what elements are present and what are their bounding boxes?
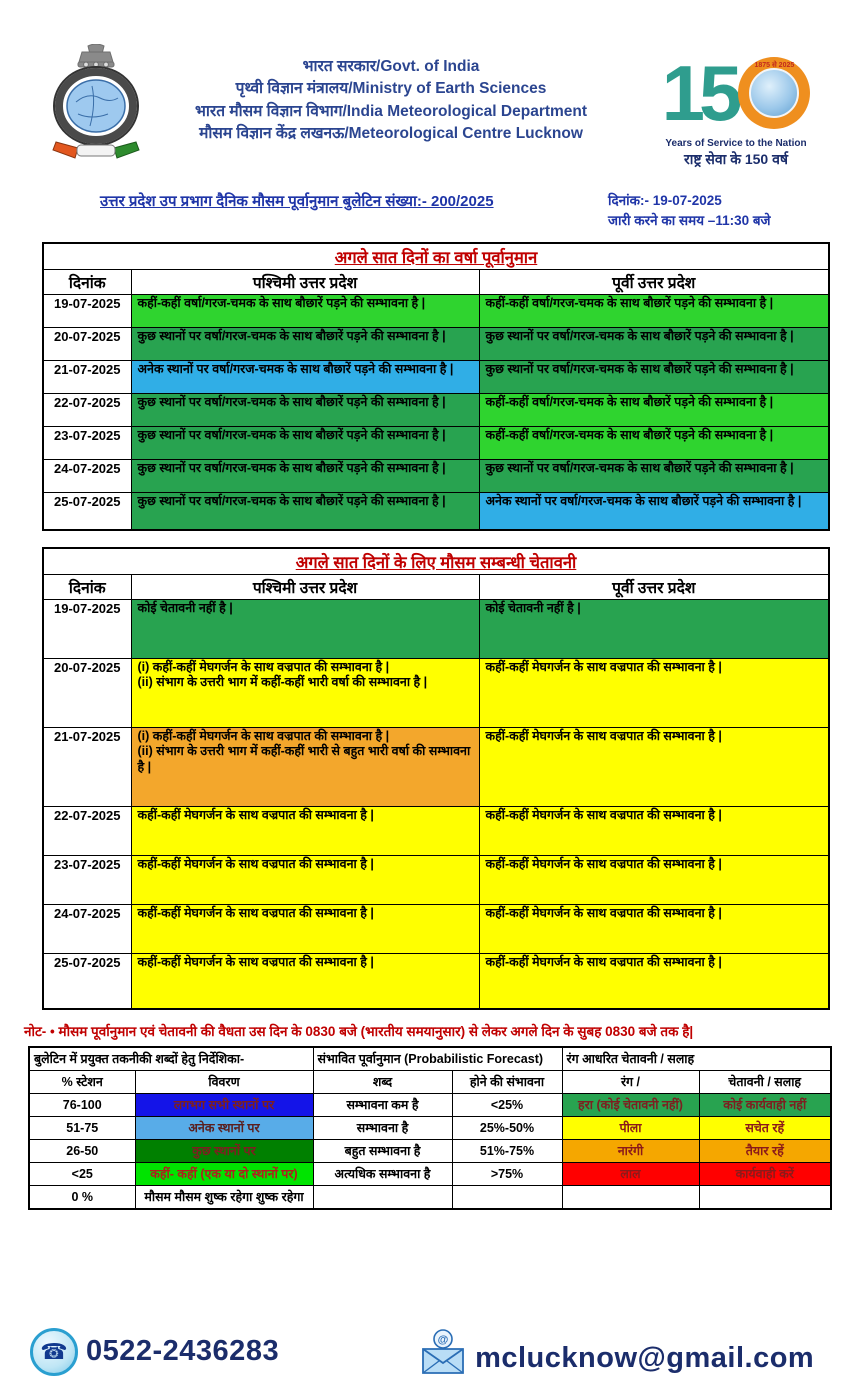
col-header-west-up: पश्चिमी उत्तर प्रदेश <box>131 269 479 294</box>
legend-desc: अनेक स्थानों पर <box>135 1116 313 1139</box>
weather-warning-table <box>42 547 830 1010</box>
warning-date: 21-07-2025 <box>43 727 131 806</box>
legend-col-word: शब्द <box>313 1070 452 1093</box>
warning-text: कोई चेतावनी नहीं है | <box>137 600 233 615</box>
phone-number: 0522-2436283 <box>86 1335 280 1367</box>
warning-text: कहीं-कहीं मेघगर्जन के साथ वज्रपात की सम्भावना है | <box>137 856 374 871</box>
warning-text: कहीं-कहीं मेघगर्जन के साथ वज्रपात की सम्भावना है | <box>485 905 722 920</box>
table-row <box>43 459 829 492</box>
centre-line: मौसम विज्ञान केंद्र लखनऊ/Meteorological Centre Lucknow <box>199 125 583 143</box>
forecast-date: 21-07-2025 <box>43 360 131 393</box>
legend-advice <box>699 1185 831 1209</box>
warning-text: कहीं-कहीं मेघगर्जन के साथ वज्रपात की सम्भावना है | <box>137 905 374 920</box>
legend-colour: पीला <box>562 1116 699 1139</box>
table-row <box>43 492 829 530</box>
forecast-east-cell: कुछ स्थानों पर वर्षा/गरज-चमक के साथ बौछारें पड़ने की सम्भावना है | <box>479 459 829 492</box>
phone-contact <box>30 1328 279 1376</box>
warning-text: कहीं-कहीं मेघगर्जन के साथ वज्रपात की सम्भावना है | <box>137 807 374 822</box>
forecast-date: 20-07-2025 <box>43 327 131 360</box>
table-row <box>43 599 829 658</box>
legend-colour: नारंगी <box>562 1139 699 1162</box>
forecast-east-cell: कुछ स्थानों पर वर्षा/गरज-चमक के साथ बौछारें पड़ने की सम्भावना है | <box>479 327 829 360</box>
bulletin-date-block <box>608 191 826 232</box>
legend-prob: 25%-50% <box>452 1116 562 1139</box>
legend-word <box>313 1185 452 1209</box>
legend-advice: कोई कार्यवाही नहीं <box>699 1093 831 1116</box>
forecast-west-cell: कुछ स्थानों पर वर्षा/गरज-चमक के साथ बौछारें पड़ने की सम्भावना है | <box>131 459 479 492</box>
warning-west-cell <box>131 806 479 855</box>
forecast-east-cell: कुछ स्थानों पर वर्षा/गरज-चमक के साथ बौछारें पड़ने की सम्भावना है | <box>479 360 829 393</box>
forecast-date: 23-07-2025 <box>43 426 131 459</box>
legend-pct: 0 % <box>29 1185 135 1209</box>
forecast-west-cell: अनेक स्थानों पर वर्षा/गरज-चमक के साथ बौछारें पड़ने की सम्भावना है | <box>131 360 479 393</box>
legend-colour <box>562 1185 699 1209</box>
col-header-west-up: पश्चिमी उत्तर प्रदेश <box>131 574 479 599</box>
forecast-west-cell: कुछ स्थानों पर वर्षा/गरज-चमक के साथ बौछारें पड़ने की सम्भावना है | <box>131 426 479 459</box>
contact-footer <box>30 1328 848 1376</box>
legend-left-title: बुलेटिन में प्रयुक्त तकनीकी शब्दों हेतु निर्देशिका- <box>29 1047 313 1071</box>
warning-text: कहीं-कहीं मेघगर्जन के साथ वज्रपात की सम्भावना है | <box>485 659 722 674</box>
warning-date: 25-07-2025 <box>43 953 131 1009</box>
table-row <box>43 360 829 393</box>
logo-150-years <box>638 44 834 169</box>
legend-colour: लाल <box>562 1162 699 1185</box>
legend-advice: सचेत रहें <box>699 1116 831 1139</box>
warning-text: कहीं-कहीं मेघगर्जन के साथ वज्रपात की सम्भावना है | <box>485 954 722 969</box>
table-row <box>29 1185 831 1209</box>
legend-prob <box>452 1185 562 1209</box>
table-row <box>43 904 829 953</box>
warning-east-cell <box>479 599 829 658</box>
department-title-block <box>144 44 638 146</box>
warning-east-cell <box>479 855 829 904</box>
legend-col-advice: चेतावनी / सलाह <box>699 1070 831 1093</box>
legend-middle-title: संभावित पूर्वानुमान (Probabilistic Forecast) <box>313 1047 562 1071</box>
forecast-east-cell: अनेक स्थानों पर वर्षा/गरज-चमक के साथ बौछारें पड़ने की सम्भावना है | <box>479 492 829 530</box>
logo-150-zero-globe-icon <box>738 57 810 129</box>
forecast-west-cell: कुछ स्थानों पर वर्षा/गरज-चमक के साथ बौछारें पड़ने की सम्भावना है | <box>131 492 479 530</box>
legend-advice: कार्यवाही करें <box>699 1162 831 1185</box>
warning-text: कहीं-कहीं मेघगर्जन के साथ वज्रपात की सम्भावना है | <box>137 954 374 969</box>
email-envelope-icon <box>419 1329 467 1375</box>
warning-text: कोई चेतावनी नहीं है | <box>485 600 581 615</box>
forecast-west-cell: कुछ स्थानों पर वर्षा/गरज-चमक के साथ बौछारें पड़ने की सम्भावना है | <box>131 393 479 426</box>
ministry-line: पृथ्वी विज्ञान मंत्रालय/Ministry of Earth Sciences <box>235 80 547 98</box>
forecast-date: 24-07-2025 <box>43 459 131 492</box>
warning-text: (ii) संभाग के उत्तरी भाग में कहीं-कहीं भारी से बहुत भारी वर्षा की सम्भावना है | <box>137 744 471 774</box>
warning-west-cell <box>131 599 479 658</box>
legend-word: बहुत सम्भावना है <box>313 1139 452 1162</box>
legend-col-colour: रंग / <box>562 1070 699 1093</box>
warning-table-title: अगले सात दिनों के लिए मौसम सम्बन्धी चेतावनी <box>43 548 829 575</box>
table-row <box>29 1116 831 1139</box>
warning-text: (i) कहीं-कहीं मेघगर्जन के साथ वज्रपात की सम्भावना है | <box>137 728 390 743</box>
table-row <box>43 855 829 904</box>
legend-desc: मौसम मौसम शुष्क रहेगा शुष्क रहेगा <box>135 1185 313 1209</box>
legend-word: सम्भावना है <box>313 1116 452 1139</box>
warning-west-cell <box>131 855 479 904</box>
table-row <box>43 426 829 459</box>
telephone-icon: ☎ <box>30 1328 78 1376</box>
warning-text: कहीं-कहीं मेघगर्जन के साथ वज्रपात की सम्भावना है | <box>485 728 722 743</box>
forecast-east-cell: कहीं-कहीं वर्षा/गरज-चमक के साथ बौछारें पड़ने की सम्भावना है | <box>479 294 829 327</box>
warning-text: (ii) संभाग के उत्तरी भाग में कहीं-कहीं भारी वर्षा की सम्भावना है | <box>137 675 428 690</box>
legend-desc: लगभग सभी स्थानों पर <box>135 1093 313 1116</box>
forecast-west-cell: कुछ स्थानों पर वर्षा/गरज-चमक के साथ बौछारें पड़ने की सम्भावना है | <box>131 327 479 360</box>
legend-advice: तैयार रहें <box>699 1139 831 1162</box>
table-row <box>43 294 829 327</box>
govt-line: भारत सरकार/Govt. of India <box>302 58 480 75</box>
warning-date: 24-07-2025 <box>43 904 131 953</box>
imd-emblem-icon <box>48 44 144 164</box>
logo-150-caption-hi: राष्ट्र सेवा के 150 वर्ष <box>684 151 788 167</box>
col-header-date: दिनांक <box>43 269 131 294</box>
legend-word: अत्यधिक सम्भावना है <box>313 1162 452 1185</box>
warning-west-cell <box>131 953 479 1009</box>
bulletin-date: दिनांक:- 19-07-2025 <box>608 193 722 208</box>
legend-right-title: रंग आधरित चेतावनी / सलाह <box>562 1047 831 1071</box>
table-row <box>43 327 829 360</box>
warning-date: 20-07-2025 <box>43 658 131 727</box>
rain-forecast-table <box>42 242 830 531</box>
table-row <box>43 393 829 426</box>
forecast-east-cell: कहीं-कहीं वर्षा/गरज-चमक के साथ बौछारें पड़ने की सम्भावना है | <box>479 426 829 459</box>
bulletin-issue-time: जारी करने का समय –11:30 बजे <box>608 213 771 229</box>
email-contact <box>419 1329 814 1375</box>
warning-east-cell <box>479 806 829 855</box>
warning-east-cell <box>479 658 829 727</box>
legend-desc: कुछ स्थानों पर <box>135 1139 313 1162</box>
logo-150-caption-en: Years of Service to the Nation <box>665 138 807 149</box>
legend-pct: <25 <box>29 1162 135 1185</box>
col-header-east-up: पूर्वी उत्तर प्रदेश <box>479 574 829 599</box>
bulletin-title-line <box>0 169 848 238</box>
imd-line: भारत मौसम विज्ञान विभाग/India Meteorological Department <box>194 102 588 120</box>
legend-desc: कहीं- कहीं (एक या दो स्थानों पर) <box>135 1162 313 1185</box>
legend-colour: हरा (कोई चेतावनी नहीं) <box>562 1093 699 1116</box>
forecast-date: 25-07-2025 <box>43 492 131 530</box>
document-header <box>0 0 848 169</box>
warning-east-cell <box>479 953 829 1009</box>
table-row <box>43 953 829 1009</box>
validity-note: नोट- • मौसम पूर्वानुमान एवं चेतावनी की वैधता उस दिन के 0830 बजे (भारतीय समयानुसार) से लेकर अगले दिन के सुबह 0830 बजे तक है| <box>24 1023 694 1039</box>
warning-text: कहीं-कहीं मेघगर्जन के साथ वज्रपात की सम्भावना है | <box>485 807 722 822</box>
legend-pct: 76-100 <box>29 1093 135 1116</box>
legend-word: सम्भावना कम है <box>313 1093 452 1116</box>
rain-forecast-title: अगले सात दिनों का वर्षा पूर्वानुमान <box>43 243 829 270</box>
warning-text: कहीं-कहीं मेघगर्जन के साथ वज्रपात की सम्भावना है | <box>485 856 722 871</box>
legend-table <box>28 1046 832 1210</box>
svg-text:@: @ <box>437 1333 449 1346</box>
logo-150-arc-text: 1875 से 2025 <box>754 62 795 69</box>
col-header-east-up: पूर्वी उत्तर प्रदेश <box>479 269 829 294</box>
legend-prob: <25% <box>452 1093 562 1116</box>
table-row <box>43 658 829 727</box>
legend-pct: 26-50 <box>29 1139 135 1162</box>
table-row <box>43 727 829 806</box>
warning-date: 23-07-2025 <box>43 855 131 904</box>
table-row <box>29 1139 831 1162</box>
forecast-east-cell: कहीं-कहीं वर्षा/गरज-चमक के साथ बौछारें पड़ने की सम्भावना है | <box>479 393 829 426</box>
imd-logo <box>48 44 144 169</box>
legend-prob: 51%-75% <box>452 1139 562 1162</box>
email-address: mclucknow@gmail.com <box>475 1341 815 1374</box>
legend-pct: 51-75 <box>29 1116 135 1139</box>
forecast-date: 19-07-2025 <box>43 294 131 327</box>
warning-west-cell <box>131 658 479 727</box>
warning-east-cell <box>479 727 829 806</box>
legend-prob: >75% <box>452 1162 562 1185</box>
warning-west-cell <box>131 904 479 953</box>
warning-west-cell <box>131 727 479 806</box>
legend-col-desc: विवरण <box>135 1070 313 1093</box>
col-header-date: दिनांक <box>43 574 131 599</box>
logo-150-digits: 15 <box>661 49 737 137</box>
warning-east-cell <box>479 904 829 953</box>
warning-date: 19-07-2025 <box>43 599 131 658</box>
legend-col-pct: % स्टेशन <box>29 1070 135 1093</box>
warning-text: (i) कहीं-कहीं मेघगर्जन के साथ वज्रपात की सम्भावना है | <box>137 659 390 674</box>
warning-date: 22-07-2025 <box>43 806 131 855</box>
forecast-date: 22-07-2025 <box>43 393 131 426</box>
bulletin-title: उत्तर प्रदेश उप प्रभाग दैनिक मौसम पूर्वानुमान बुलेटिन संख्या:- 200/2025 <box>100 193 494 210</box>
legend-col-prob: होने की संभावना <box>452 1070 562 1093</box>
table-row <box>29 1093 831 1116</box>
table-row <box>29 1162 831 1185</box>
table-row <box>43 806 829 855</box>
forecast-west-cell: कहीं-कहीं वर्षा/गरज-चमक के साथ बौछारें पड़ने की सम्भावना है | <box>131 294 479 327</box>
